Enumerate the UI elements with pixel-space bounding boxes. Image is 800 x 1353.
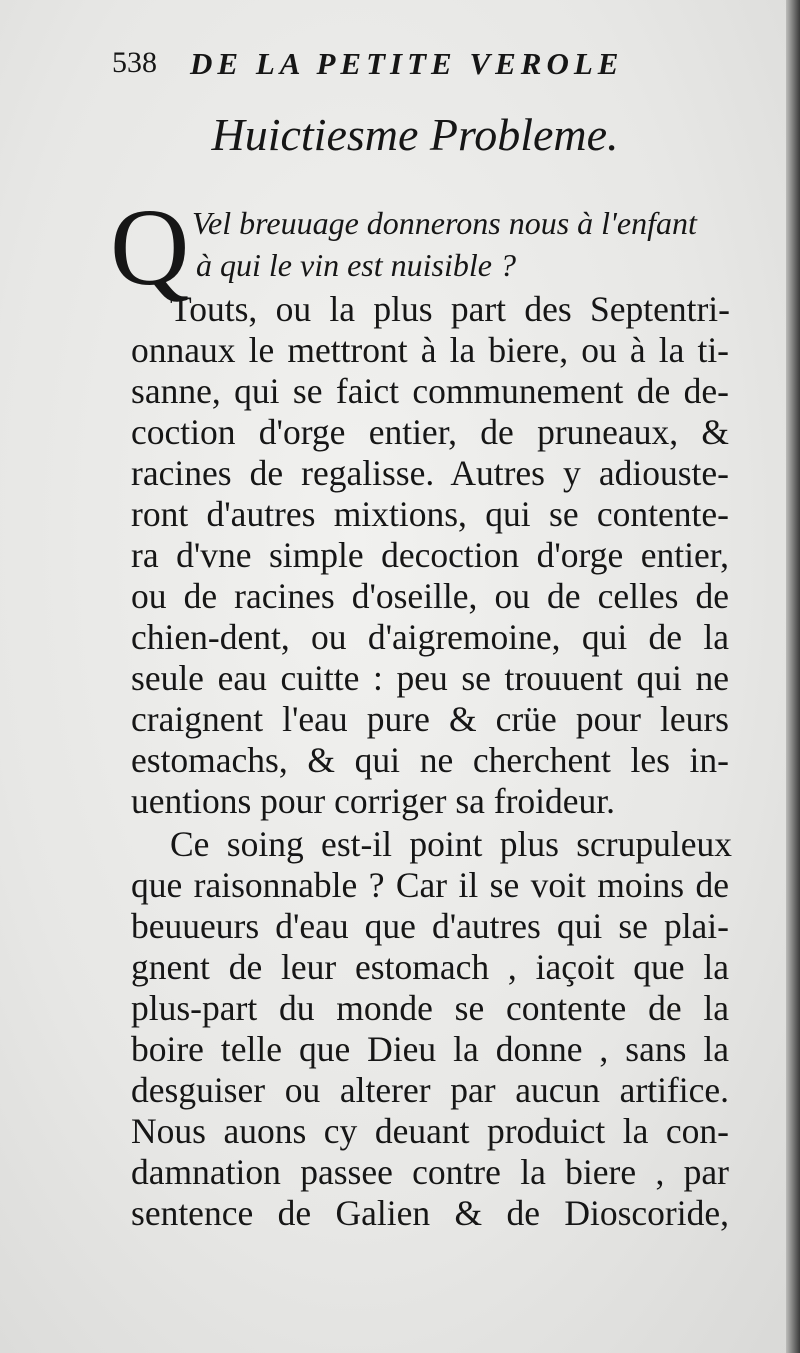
- text-line: uentions pour corriger sa froideur.: [131, 781, 616, 821]
- text-line: sanne, qui se faict communement de de-: [131, 371, 729, 411]
- text-line: damnation passee contre la biere , par: [131, 1152, 729, 1192]
- text-line: gnent de leur estomach , iaçoit que la: [131, 947, 729, 987]
- text-line: beuueurs d'eau que d'autres qui se plai-: [131, 906, 729, 946]
- question-line-1: Vel breuuage donnerons nous à l'enfant: [192, 205, 697, 241]
- text-line: Touts, ou la plus part des Septentri-: [170, 289, 730, 329]
- text-line: onnaux le mettront à la biere, ou à la ti-: [131, 330, 729, 370]
- text-line: Nous auons cy deuant produict la con-: [131, 1111, 729, 1151]
- text-line: craignent l'eau pure & crüe pour leurs: [131, 699, 729, 739]
- page-edge-shadow: [786, 0, 800, 1353]
- text-line: coction d'orge entier, de pruneaux, &: [131, 412, 729, 452]
- text-line: plus-part du monde se contente de la: [131, 988, 729, 1028]
- text-line: ra d'vne simple decoction d'orge entier,: [131, 535, 729, 575]
- text-line: Ce soing est-il point plus scrupuleux: [170, 824, 732, 864]
- text-line: seule eau cuitte : peu se trouuent qui ne: [131, 658, 729, 698]
- text-line: racines de regalisse. Autres y adiouste-: [131, 453, 729, 493]
- text-line: sentence de Galien & de Dioscoride,: [131, 1193, 729, 1233]
- text-line: estomachs, & qui ne cherchent les in-: [131, 740, 729, 780]
- question-line-2: à qui le vin est nuisible ?: [196, 247, 516, 283]
- text-line: boire telle que Dieu la donne , sans la: [131, 1029, 729, 1069]
- text-line: chien-dent, ou d'aigremoine, qui de la: [131, 617, 729, 657]
- drop-cap: Q: [110, 186, 190, 308]
- text-line: ou de racines d'oseille, ou de celles de: [131, 576, 729, 616]
- running-title: DE LA PETITE VEROLE: [190, 46, 624, 81]
- page-number: 538: [112, 46, 157, 79]
- section-heading: Huictiesme Probleme.: [211, 109, 619, 160]
- page-header: [112, 44, 712, 84]
- text-line: que raisonnable ? Car il se voit moins de: [131, 865, 729, 905]
- text-line: desguiser ou alterer par aucun artifice.: [131, 1070, 729, 1110]
- text-line: ront d'autres mixtions, qui se contente-: [131, 494, 729, 534]
